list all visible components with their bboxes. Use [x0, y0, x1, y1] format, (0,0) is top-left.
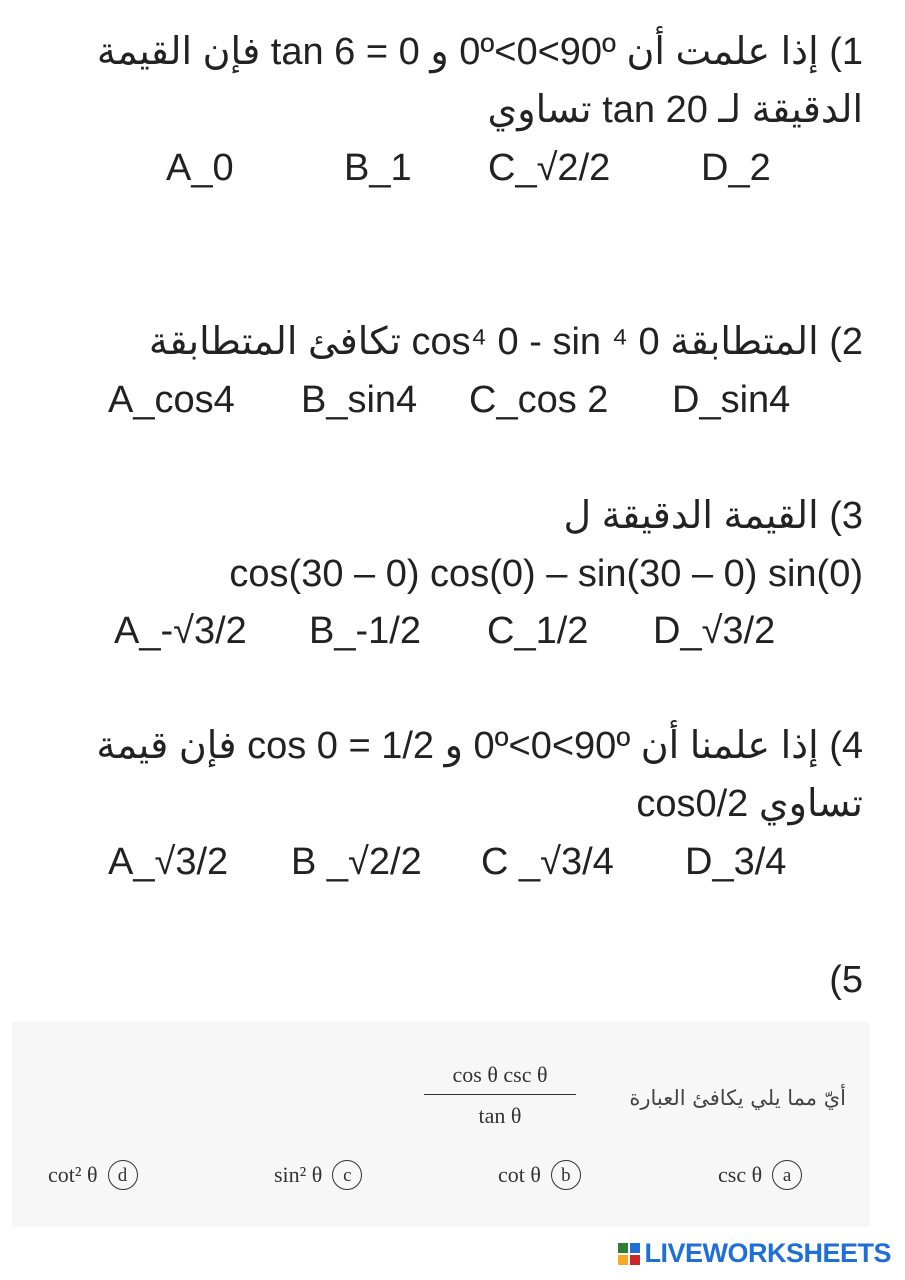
q2-option-b[interactable]: B_sin4: [301, 379, 418, 421]
q3-text-line2: cos(30 – 0) cos(0) – sin(30 – 0) sin(0): [229, 553, 863, 595]
q3-text-line1: 3) القيمة الدقيقة ل: [563, 495, 863, 537]
q1-option-a[interactable]: A_0: [166, 147, 234, 189]
q3-option-a[interactable]: A_-√3/2: [114, 610, 247, 652]
q5-choice-b-text: cot θ: [498, 1162, 541, 1187]
q1-option-d[interactable]: D_2: [701, 147, 771, 189]
q1-options: [166, 146, 771, 190]
q4-option-c[interactable]: C _√3/4: [481, 841, 614, 883]
q2-option-a[interactable]: A_cos4: [108, 379, 235, 421]
q5-choice-c-text: sin² θ: [274, 1162, 323, 1187]
q5-choice-c[interactable]: [274, 1160, 362, 1190]
q4-option-a[interactable]: A_√3/2: [108, 841, 229, 883]
q1-text-line1: 1) إذا علمت أن 0º<0<90º و 0 = tan 6 فإن القيمة: [96, 31, 863, 73]
q4-option-b[interactable]: B _√2/2: [291, 841, 422, 883]
q4-text-line2: cos0/2 تساوي: [636, 783, 863, 825]
q5-choice-d-text: cot² θ: [48, 1162, 98, 1187]
q5-numerator: cos θ csc θ: [452, 1062, 548, 1087]
q5-fraction: [420, 1062, 580, 1129]
q3-options: [114, 609, 775, 653]
q5-choice-b[interactable]: [498, 1160, 581, 1190]
q1-option-b[interactable]: B_1: [344, 147, 412, 189]
q2-option-c[interactable]: C_cos 2: [469, 379, 609, 421]
q4-options: [108, 840, 786, 884]
q5-choice-c-letter[interactable]: c: [332, 1160, 362, 1190]
liveworksheets-logo: [618, 1238, 891, 1269]
q4-option-d[interactable]: D_3/4: [685, 841, 787, 883]
q5-prompt: أيّ مما يلي يكافئ العبارة: [629, 1086, 846, 1110]
q5-label: (5: [829, 959, 863, 1001]
logo-mark-icon: [618, 1243, 640, 1265]
q4-text-line1: 4) إذا علمنا أن 0º<0<90º و cos 0 = 1/2 فإن قيمة: [96, 725, 863, 767]
q5-question-image: [12, 1022, 870, 1227]
q5-choice-b-letter[interactable]: b: [551, 1160, 581, 1190]
q5-denominator: tan θ: [478, 1103, 522, 1128]
q5-choice-d-letter[interactable]: d: [108, 1160, 138, 1190]
q3-option-c[interactable]: C_1/2: [487, 610, 589, 652]
q5-choice-a-text: csc θ: [718, 1162, 763, 1187]
q2-text-line1: 2) المتطابقة cos⁴ 0 - sin ⁴ 0 تكافئ المتطابقة: [148, 321, 863, 363]
q3-option-b[interactable]: B_-1/2: [309, 610, 421, 652]
q5-choice-a-letter[interactable]: a: [772, 1160, 802, 1190]
q1-text-line2: الدقيقة لـ tan 20 تساوي: [487, 89, 863, 131]
q5-choice-a[interactable]: [718, 1160, 802, 1190]
q2-option-d[interactable]: D_sin4: [672, 379, 791, 421]
q5-choice-d[interactable]: [48, 1160, 138, 1190]
logo-text: LIVEWORKSHEETS: [644, 1238, 891, 1268]
q3-option-d[interactable]: D_√3/2: [653, 610, 776, 652]
q1-option-c[interactable]: C_√2/2: [488, 147, 611, 189]
q2-options: [108, 378, 790, 422]
